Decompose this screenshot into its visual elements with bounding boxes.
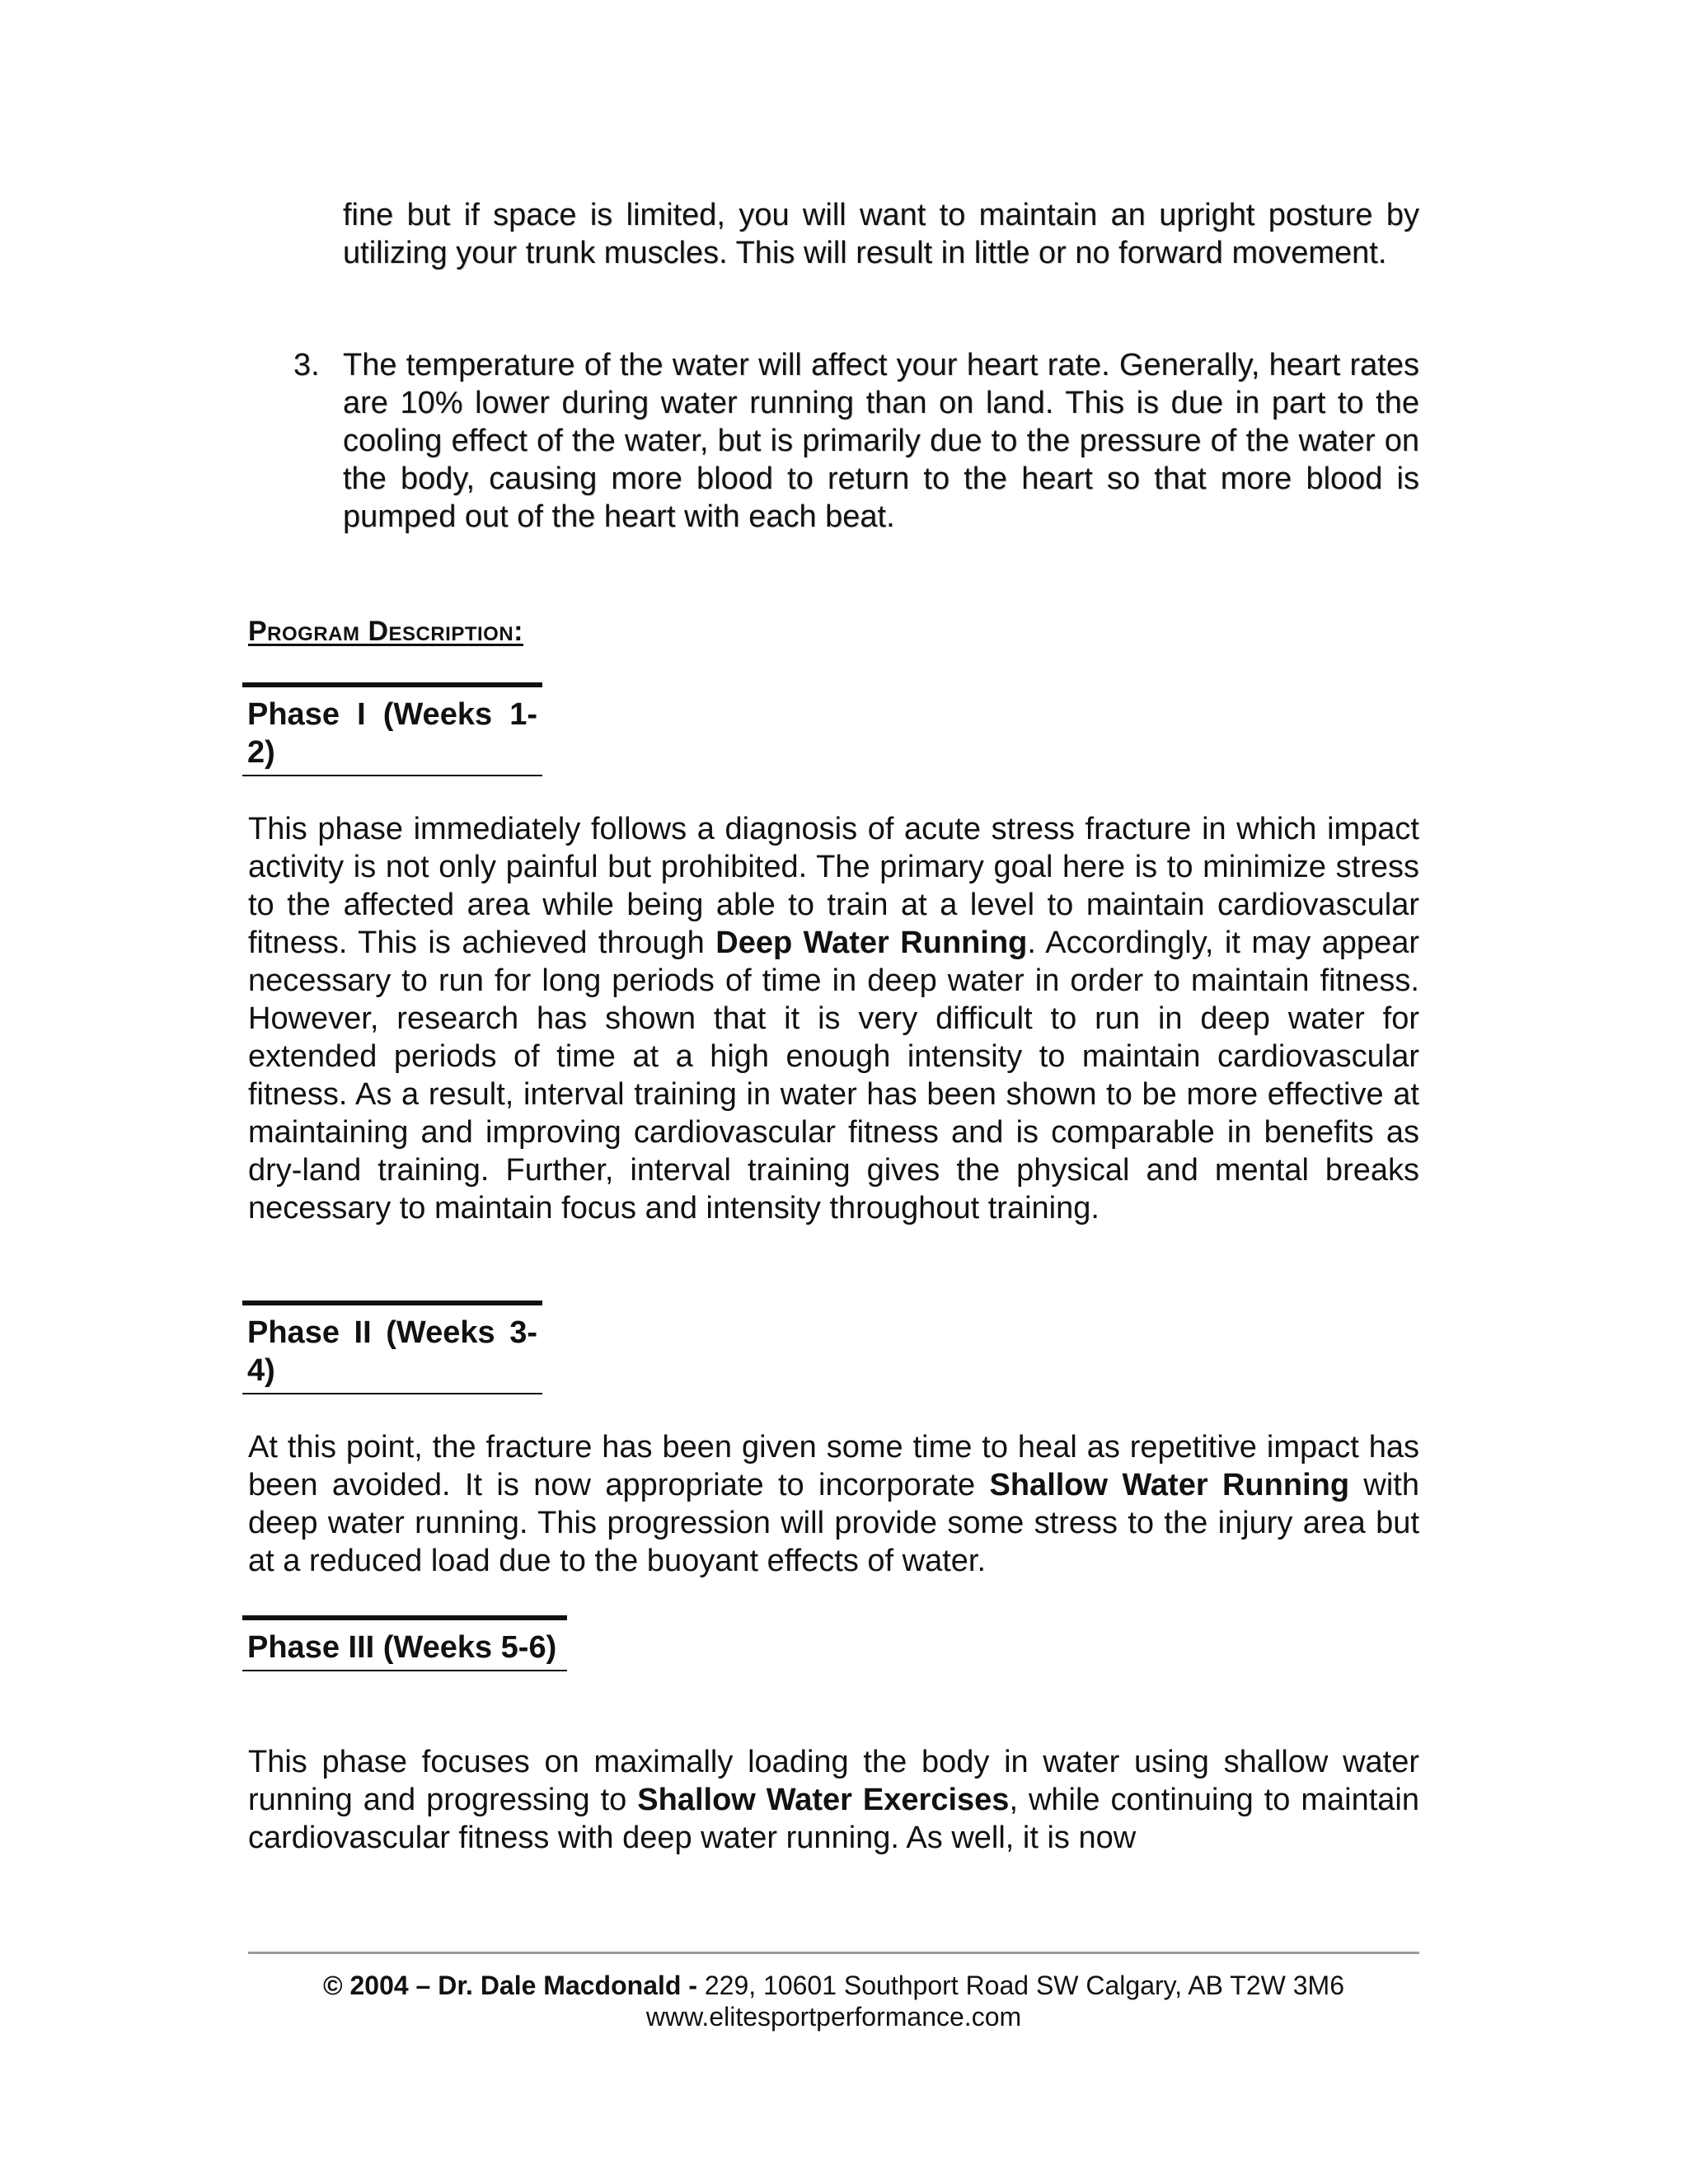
phase-paragraph-bold-term: Shallow Water Exercises [637, 1783, 1010, 1817]
list-item-text: The temperature of the water will affect your heart rate. Generally, heart rates are 10% lower during water running than on land. This is due in part to the cooling effect of the water, but is primarily due to the pressure of the water on the body, causing more blood to return to the heart so that more blood is pumped out of the heart with each beat. [343, 348, 1419, 534]
phase-heading: Phase I (Weeks 1-2) [247, 697, 537, 770]
footer-website: www.elitesportperformance.com [645, 2002, 1022, 2032]
continuation-paragraph: fine but if space is limited, you will want to maintain an upright posture by utilizing your trunk muscles. This will result in little or no forward movement. [343, 198, 1419, 270]
phase-heading: Phase III (Weeks 5-6) [247, 1630, 557, 1665]
phase-heading-box [242, 1301, 542, 1394]
phase-paragraph-text: This phase immediately follows a diagnosis of acute stress fracture in which impact activity is not only painful but prohibited. The primary goal here is to minimize stress to the affected area while being able to train at a level to maintain cardiovascular fitness. This is achieved through [248, 812, 1419, 960]
phase-heading: Phase II (Weeks 3-4) [247, 1315, 537, 1388]
phase-paragraph-text-rest: with deep water running. This progression will provide some stress to the injury area but at a reduced load due to the buoyant effects of water. [248, 1468, 1419, 1578]
phase-paragraph [248, 1743, 1419, 1857]
phase-heading-box [242, 682, 542, 776]
phase-paragraph-text-rest: , while continuing to maintain cardiovascular fitness with deep water running. As well, it is now [248, 1783, 1420, 1855]
section-heading: Program Description: [248, 616, 524, 647]
footer-address: 229, 10601 Southport Road SW Calgary, AB T2W 3M6 [704, 1971, 1344, 2000]
footer-divider [248, 1952, 1419, 1954]
footer-copyright: © 2004 – Dr. Dale Macdonald - [323, 1971, 705, 2000]
phase-paragraph-text-rest: . Accordingly, it may appear necessary to run for long periods of time in deep water in order to maintain fitness. However, research has shown that it is very difficult to run in deep water for extended periods of time at a high enough intensity to maintain cardiovascular fitness. As a result, interval training in water has been shown to be more effective at maintaining and improving cardiovascular fitness and is comparable in benefits as dry-land training. Further, interval training gives the physical and mental breaks necessary to maintain focus and intensity throughout training. [248, 926, 1419, 1226]
page-footer [248, 1970, 1419, 2032]
phase-paragraph [248, 810, 1419, 1227]
phase-paragraph-bold-term: Shallow Water Running [989, 1468, 1350, 1502]
phase-paragraph-bold-term: Deep Water Running [715, 926, 1028, 960]
phase-paragraph-text: This phase focuses on maximally loading the body in water using shallow water running and progressing to [248, 1745, 1419, 1817]
phase-heading-box [242, 1615, 567, 1671]
list-item-number: 3. [293, 348, 320, 382]
footer-line [248, 1970, 1419, 2001]
phase-paragraph [248, 1428, 1419, 1580]
phase-paragraph-text: At this point, the fracture has been given some time to heal as repetitive impact has been avoided. It is now appropriate to incorporate [248, 1430, 1419, 1502]
